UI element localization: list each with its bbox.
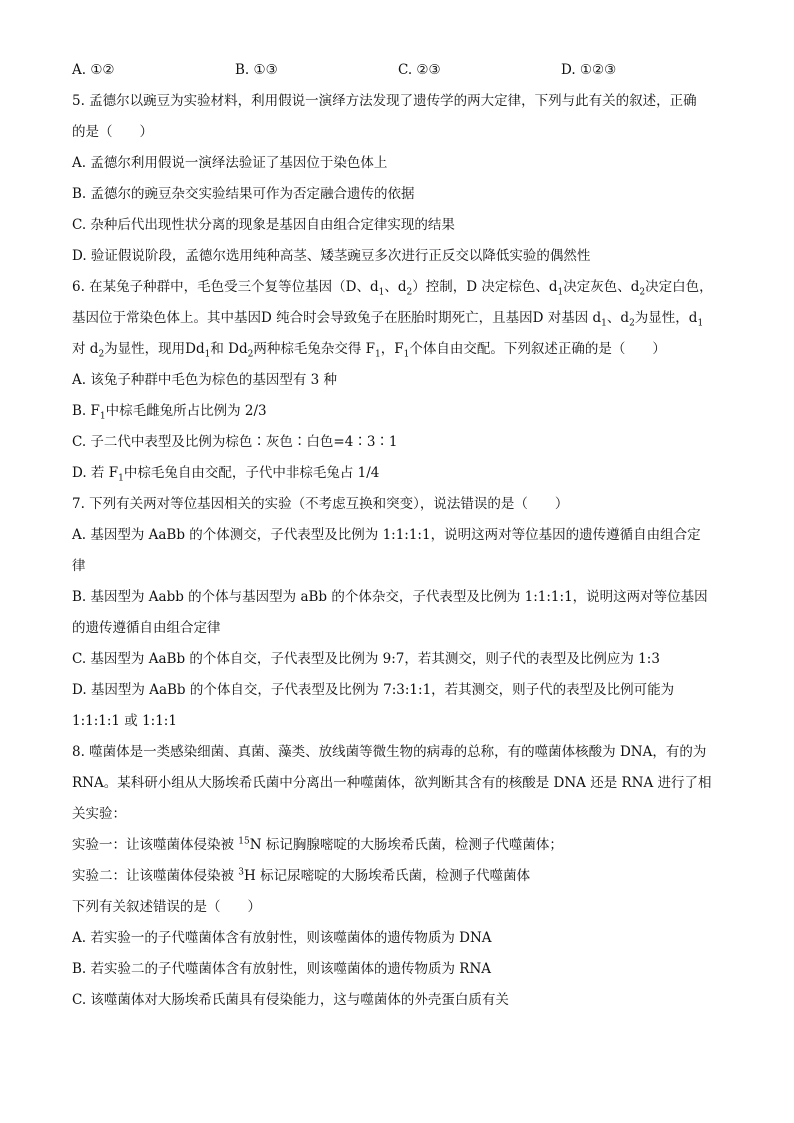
q7-option-a-line1: A. 基因型为 AaBb 的个体测交，子代表型及比例为 1:1:1:1，说明这两对等位基因的遗传遵循自由组合定 — [72, 527, 701, 543]
q5-stem-line2: 的是（ ） — [72, 124, 153, 140]
q6-stem-line2: 基因位于常染色体上。其中基因D 纯合时会导致兔子在胚胎时期死亡，且基因D 对基因 $d_1$、$d_2$为显性，$d_1$ — [72, 310, 704, 329]
q8-stem-line2: RNA。某科研小组从大肠埃希氏菌中分离出一种噬菌体，欲判断其含有的核酸是 DNA 还是 RNA 进行了相 — [72, 775, 712, 791]
q4-option-b: B. ①③ — [235, 62, 278, 78]
q8-experiment-1: 实验一：让该噬菌体侵染被 $^{15}$N 标记胸腺嘧啶的大肠埃希氏菌，检测子代噬菌体； — [72, 836, 563, 853]
q5-option-a: A. 孟德尔利用假说一演绎法验证了基因位于染色体上 — [72, 155, 388, 171]
q4-options — [72, 60, 732, 91]
q8-option-c: C. 该噬菌体对大肠埃希氏菌具有侵染能力，这与噬菌体的外壳蛋白质有关 — [72, 992, 509, 1008]
q7-stem: 7. 下列有关两对等位基因相关的实验（不考虑互换和突变），说法错误的是（ ） — [72, 496, 569, 512]
q8-experiment-2: 实验二：让该噬菌体侵染被 $^3$H 标记尿嘧啶的大肠埃希氏菌，检测子代噬菌体 — [72, 867, 531, 884]
q4-option-a: A. ①② — [72, 62, 115, 78]
q8-stem-line1: 8. 噬菌体是一类感染细菌、真菌、藻类、放线菌等微生物的病毒的总称，有的噬菌体核酸为 DNA，有的为 — [72, 744, 707, 760]
q5-option-b: B. 孟德尔的豌豆杂交实验结果可作为否定融合遗传的依据 — [72, 186, 415, 202]
q4-option-c: C. ②③ — [398, 62, 441, 78]
q4-option-d: D. ①②③ — [561, 62, 617, 78]
q7-option-d-line1: D. 基因型为 AaBb 的个体自交，子代表型及比例为 7:3:1:1，若其测交，则子代的表型及比例可能为 — [72, 682, 675, 698]
q6-stem-line1: 6. 在某兔子种群中，毛色受三个复等位基因（D、$d_1$、$d_2$）控制，D 决定棕色、$d_1$决定灰色、$d_2$决定白色， — [72, 279, 713, 298]
q8-question: 下列有关叙述错误的是（ ） — [72, 899, 261, 915]
q6-option-d: D. 若 $F_1$中棕毛兔自由交配，子代中非棕毛兔占 1/4 — [72, 465, 380, 484]
q7-option-b-line2: 的遗传遵循自由组合定律 — [72, 620, 221, 636]
q8-stem-line3: 关实验： — [72, 806, 126, 822]
q5-option-d: D. 验证假说阶段，孟德尔选用纯种高茎、矮茎豌豆多次进行正反交以降低实验的偶然性 — [72, 248, 591, 264]
q6-option-a: A. 该兔子种群中毛色为棕色的基因型有 3 种 — [72, 372, 338, 388]
q6-option-c: C. 子二代中表型及比例为棕色∶灰色∶白色=4∶3∶1 — [72, 434, 398, 450]
q7-option-b-line1: B. 基因型为 Aabb 的个体与基因型为 aBb 的个体杂交，子代表型及比例为 1:1:1:1，说明这两对等位基因 — [72, 589, 708, 605]
q8-option-a: A. 若实验一的子代噬菌体含有放射性，则该噬菌体的遗传物质为 DNA — [72, 930, 492, 946]
q8-option-b: B. 若实验二的子代噬菌体含有放射性，则该噬菌体的遗传物质为 RNA — [72, 961, 492, 977]
q5-option-c: C. 杂种后代出现性状分离的现象是基因自由组合定律实现的结果 — [72, 217, 455, 233]
q5-stem-line1: 5. 孟德尔以豌豆为实验材料，利用假说一演绎方法发现了遗传学的两大定律，下列与此有关的叙述，正确 — [72, 93, 697, 109]
q7-option-c: C. 基因型为 AaBb 的个体自交，子代表型及比例为 9:7，若其测交，则子代的表型及比例应为 1:3 — [72, 651, 660, 667]
q7-option-a-line2: 律 — [72, 558, 86, 574]
q7-option-d-line2: 1:1:1:1 或 1:1:1 — [72, 713, 177, 729]
q6-option-b: B. $F_1$中棕毛雌兔所占比例为 2/3 — [72, 403, 267, 422]
q6-stem-line3: 对 $d_2$为显性，现用$Dd_1$和 $Dd_2$两种棕毛兔杂交得 $F_1$，$F_1$个体自由交配。下列叙述正确的是（ ） — [72, 341, 666, 360]
exam-page — [72, 60, 732, 1021]
